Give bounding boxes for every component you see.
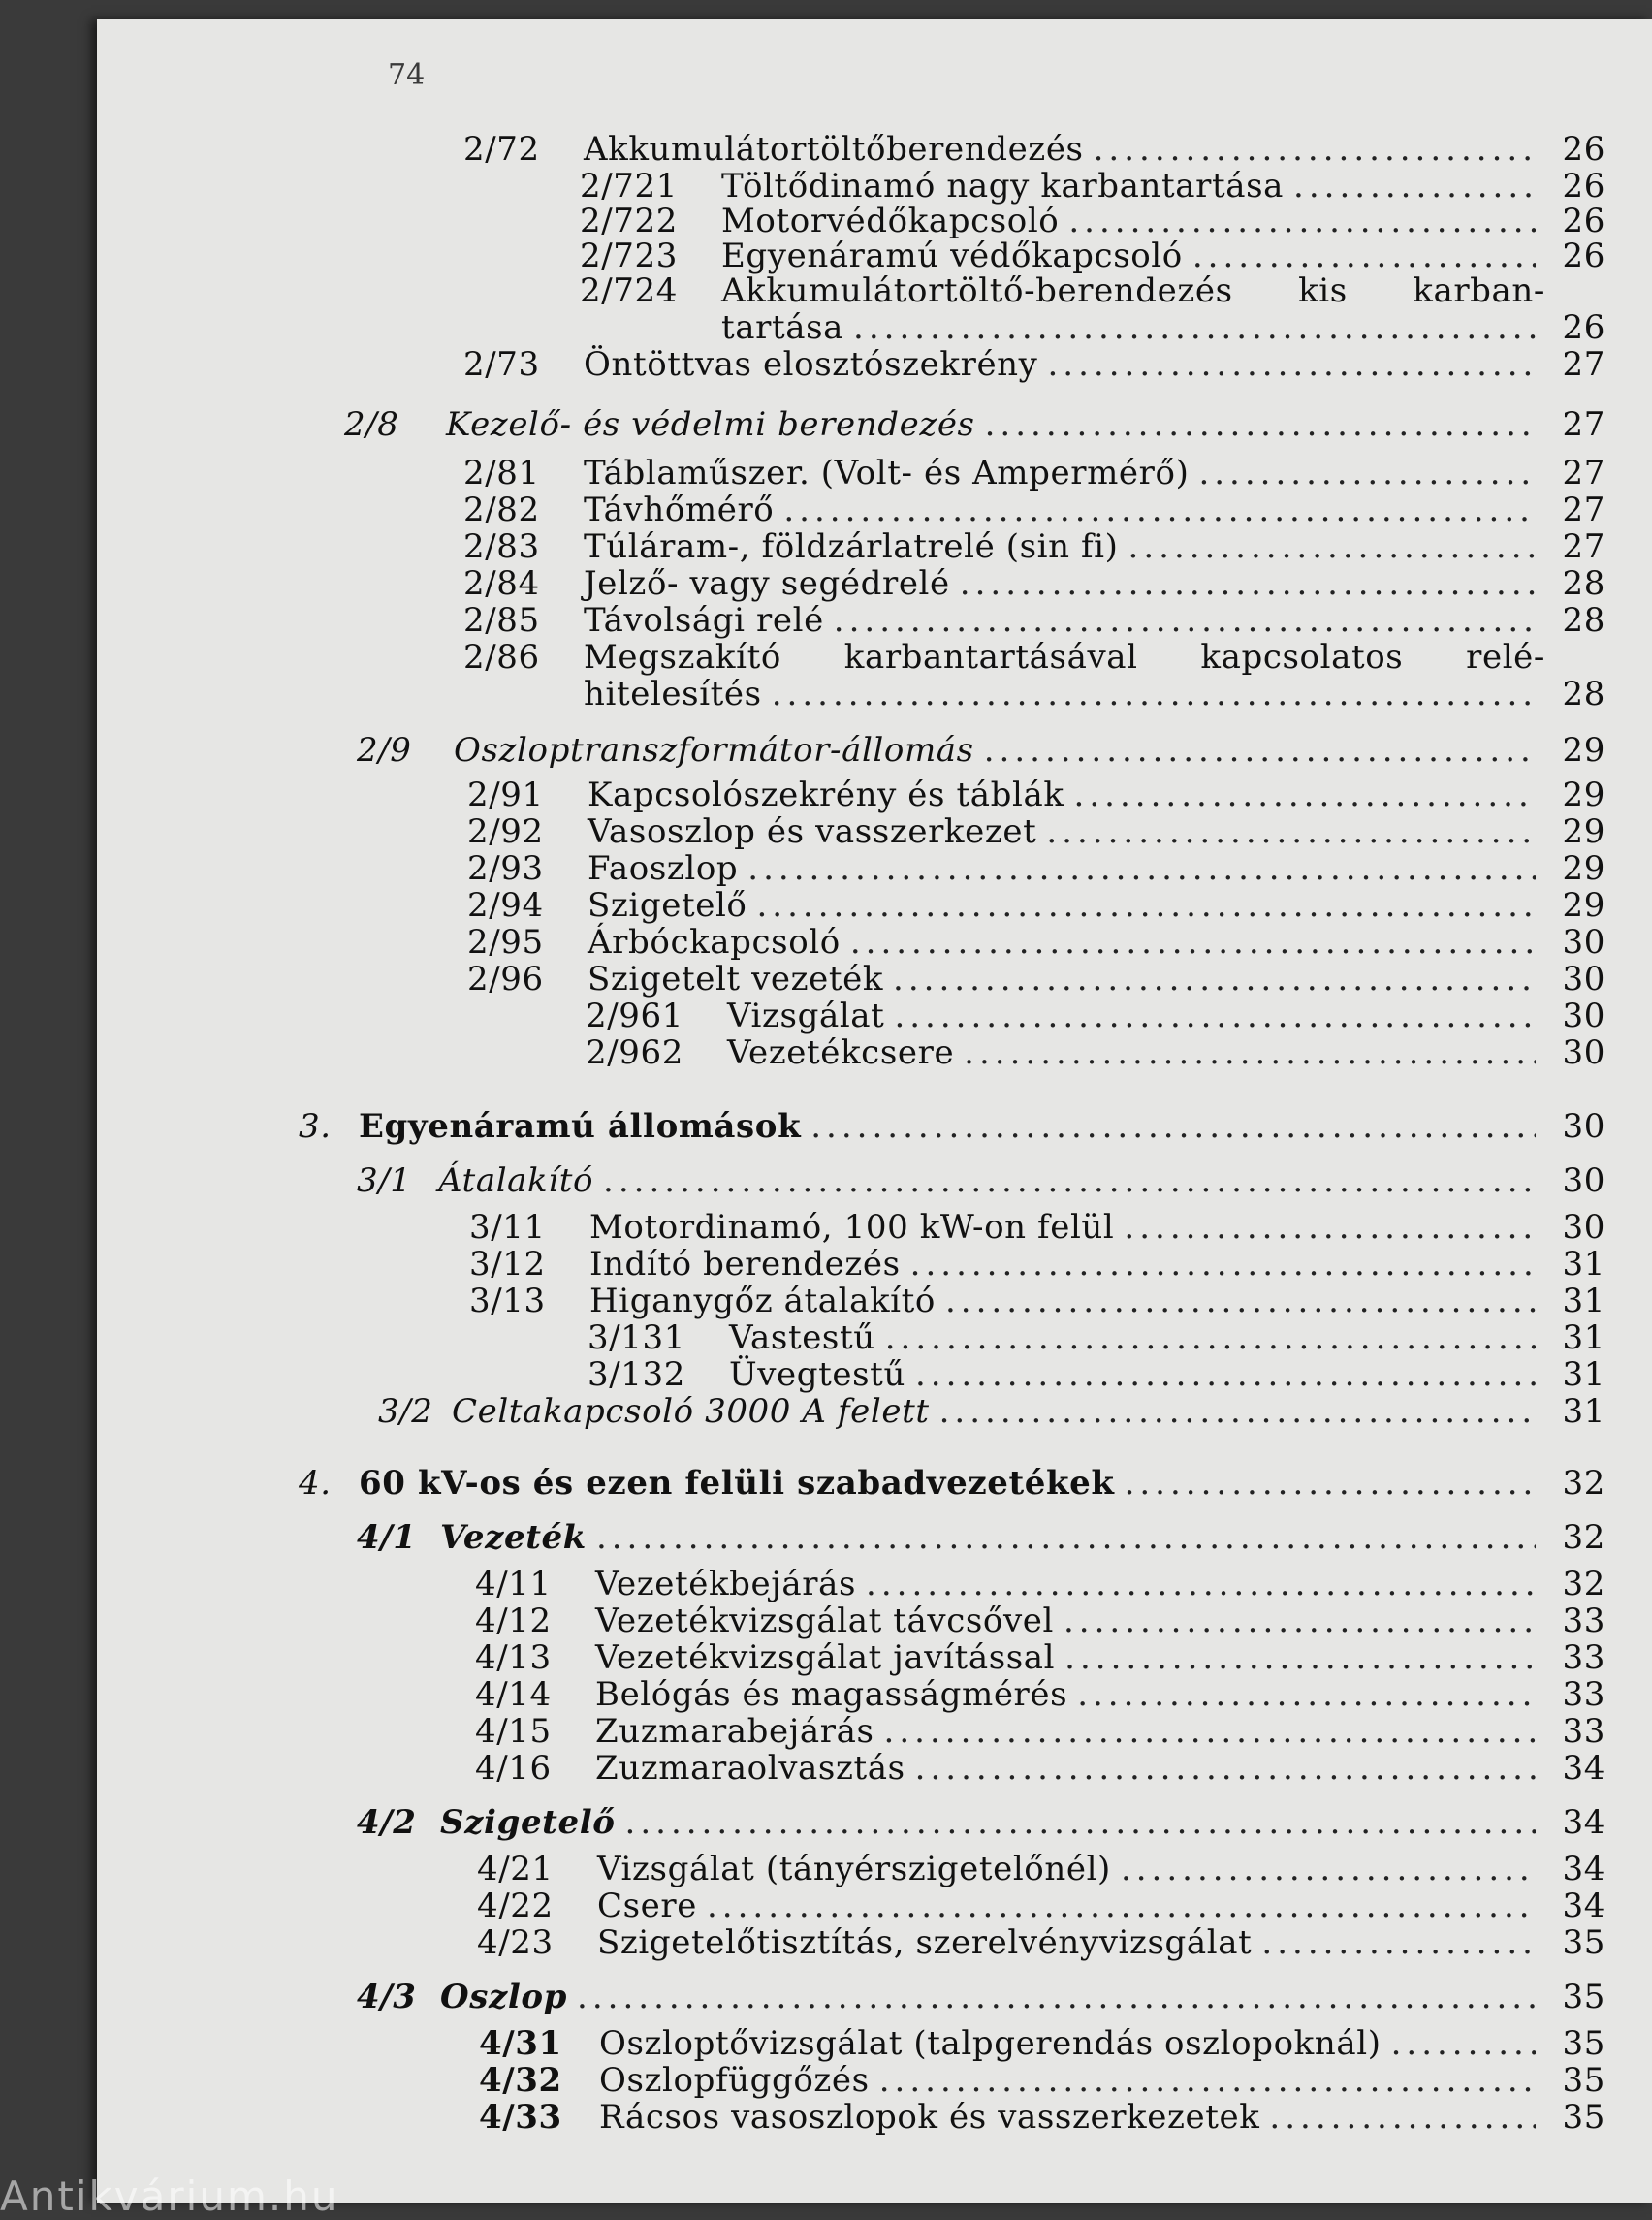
entry-page: 32 [1562, 1518, 1605, 1557]
entry-title: Oszloptranszformátor-állomás [454, 731, 974, 770]
entry-page: 27 [1562, 491, 1605, 529]
dot-leader [985, 405, 1536, 444]
entry-number: 4/13 [475, 1638, 552, 1677]
entry-page: 35 [1562, 2098, 1605, 2137]
toc-entry [475, 1563, 1605, 1603]
entry-number: 2/94 [467, 886, 544, 925]
entry-page: 30 [1562, 1161, 1605, 1200]
toc-entry [469, 1243, 1605, 1284]
entry-title: Vizsgálat [727, 997, 885, 1035]
dot-leader [1125, 1464, 1536, 1503]
toc-entry [475, 1600, 1605, 1640]
toc-entry [586, 1031, 1605, 1072]
entry-page: 32 [1562, 1565, 1605, 1603]
entry-number: 2/721 [580, 167, 678, 206]
book-page [97, 19, 1652, 2203]
dot-leader [772, 675, 1536, 714]
entry-number: 2/93 [467, 849, 544, 888]
entry-page: 34 [1562, 1850, 1605, 1888]
entry-title: Zuzmarabejárás [595, 1712, 874, 1751]
toc-entry [588, 1353, 1605, 1394]
entry-number: 2/8 [344, 405, 399, 444]
entry-number: 4. [299, 1464, 332, 1503]
toc-entry [463, 343, 1605, 384]
dot-leader [747, 849, 1536, 888]
dot-leader [1074, 776, 1536, 814]
entry-page: 26 [1562, 308, 1605, 347]
dot-leader [866, 1565, 1536, 1603]
entry-number: 4/16 [475, 1749, 552, 1788]
dot-leader [1064, 1602, 1536, 1640]
entry-page: 30 [1562, 1107, 1605, 1146]
entry-page: 27 [1562, 454, 1605, 492]
entry-page: 35 [1562, 1923, 1605, 1962]
entry-page: 33 [1562, 1712, 1605, 1751]
toc-section [378, 1390, 1605, 1431]
entry-number: 2/86 [463, 638, 540, 677]
dot-leader [1048, 345, 1537, 384]
entry-title: Szigetelő [440, 1803, 616, 1842]
toc-entry [586, 995, 1605, 1035]
entry-page: 34 [1562, 1803, 1605, 1842]
entry-title: Akkumulátortöltőberendezés [584, 130, 1084, 169]
entry-page: 30 [1562, 997, 1605, 1035]
entry-title: Vizsgálat (tányérszigetelőnél) [597, 1850, 1111, 1888]
dot-leader [915, 1355, 1536, 1394]
entry-number: 2/85 [463, 601, 540, 640]
entry-title: Átalakító [438, 1161, 594, 1200]
entry-page: 29 [1562, 849, 1605, 888]
toc-entry [469, 1206, 1605, 1247]
entry-number: 2/82 [463, 491, 540, 529]
entry-page: 31 [1562, 1245, 1605, 1284]
dot-leader [625, 1803, 1536, 1842]
entry-page: 30 [1562, 1033, 1605, 1072]
entry-title: Távolsági relé [584, 601, 824, 640]
entry-number: 4/21 [477, 1850, 554, 1888]
dot-leader [910, 1245, 1536, 1284]
entry-number: 3/13 [469, 1282, 546, 1320]
entry-title: tartása [721, 308, 844, 347]
entry-title: Akkumulátortöltő-berendezés kis karban- [721, 271, 1545, 310]
dot-leader [879, 2061, 1536, 2100]
entry-page: 31 [1562, 1355, 1605, 1394]
entry-title: Vezetékbejárás [595, 1565, 857, 1603]
entry-number: 2/72 [463, 130, 540, 169]
dot-leader [960, 564, 1536, 603]
entry-number: 2/724 [580, 271, 678, 310]
entry-title: Vezetékvizsgálat távcsővel [595, 1602, 1054, 1640]
entry-title: Motordinamó, 100 kW-on felül [589, 1208, 1115, 1247]
entry-number: 4/33 [479, 2098, 562, 2137]
toc-section [357, 1801, 1605, 1842]
entry-page: 28 [1562, 601, 1605, 640]
entry-title: Szigetelőtisztítás, szerelvényvizsgálat [597, 1923, 1253, 1962]
entry-page: 26 [1562, 130, 1605, 169]
toc-entry [469, 1280, 1605, 1320]
entry-title: Vezetékcsere [727, 1033, 955, 1072]
entry-title: Töltődinamó nagy karbantartása [721, 167, 1285, 206]
toc-entry [584, 673, 1605, 714]
entry-title: Jelző- vagy segédrelé [584, 564, 950, 603]
entry-number: 2/962 [586, 1033, 683, 1072]
entry-title: Kezelő- és védelmi berendezés [446, 405, 975, 444]
dot-leader [603, 1161, 1536, 1200]
entry-title: Vezetékvizsgálat javítással [595, 1638, 1056, 1677]
entry-page: 27 [1562, 405, 1605, 444]
dot-leader [1121, 1850, 1536, 1888]
dot-leader [915, 1749, 1536, 1788]
dot-leader [810, 1107, 1536, 1146]
dot-leader [596, 1518, 1536, 1557]
toc-section [357, 1159, 1605, 1200]
entry-number: 2/83 [463, 527, 540, 566]
entry-number: 2/722 [580, 202, 678, 240]
toc-entry [479, 2022, 1605, 2063]
entry-title: Üvegtestű [729, 1355, 905, 1394]
dot-leader [893, 960, 1536, 999]
dot-leader [1046, 812, 1536, 851]
entry-page: 28 [1562, 675, 1605, 714]
entry-page: 30 [1562, 960, 1605, 999]
entry-title: Csere [597, 1887, 697, 1925]
entry-page: 27 [1562, 527, 1605, 566]
entry-number: 4/15 [475, 1712, 552, 1751]
toc-entry [477, 1848, 1605, 1888]
entry-number: 2/84 [463, 564, 540, 603]
entry-title: Öntöttvas elosztószekrény [584, 345, 1038, 384]
entry-page: 30 [1562, 1208, 1605, 1247]
toc-entry [467, 810, 1605, 851]
entry-page: 28 [1562, 564, 1605, 603]
toc-entry [467, 921, 1605, 962]
toc-entry [467, 958, 1605, 999]
toc-entry [477, 1885, 1605, 1925]
entry-page: 26 [1562, 167, 1605, 206]
toc-chapter [299, 1462, 1605, 1503]
entry-title: Egyenáramú állomások [359, 1107, 802, 1146]
toc-entry [475, 1673, 1605, 1714]
entry-title: Rácsos vasoszlopok és vasszerkezetek [599, 2098, 1260, 2137]
dot-leader [1094, 130, 1536, 169]
entry-page: 33 [1562, 1638, 1605, 1677]
toc-entry [475, 1636, 1605, 1677]
page-number: 74 [388, 58, 426, 92]
entry-page: 29 [1562, 776, 1605, 814]
entry-number: 3/11 [469, 1208, 546, 1247]
entry-title: Belógás és magasságmérés [595, 1675, 1068, 1714]
toc-entry [475, 1710, 1605, 1751]
entry-number: 2/73 [463, 345, 540, 384]
entry-page: 26 [1562, 237, 1605, 275]
entry-number: 4/12 [475, 1602, 552, 1640]
entry-page: 29 [1562, 731, 1605, 770]
entry-number: 2/81 [463, 454, 540, 492]
toc-entry [463, 562, 1605, 603]
entry-number: 2/961 [586, 997, 683, 1035]
dot-leader [757, 886, 1537, 925]
entry-title: Higanygőz átalakító [589, 1282, 936, 1320]
entry-number: 3/1 [357, 1161, 412, 1200]
dot-leader [1077, 1675, 1536, 1714]
dot-leader [885, 1318, 1536, 1357]
entry-page: 31 [1562, 1282, 1605, 1320]
entry-page: 35 [1562, 1978, 1605, 2016]
entry-title: 60 kV-os és ezen felüli szabadvezetékek [359, 1464, 1115, 1503]
dot-leader [1269, 2098, 1536, 2137]
entry-number: 4/32 [479, 2061, 562, 2100]
entry-page: 33 [1562, 1602, 1605, 1640]
entry-number: 4/23 [477, 1923, 554, 1962]
entry-page: 33 [1562, 1675, 1605, 1714]
entry-number: 3/132 [588, 1355, 685, 1394]
entry-title: Egyenáramú védőkapcsoló [721, 237, 1183, 275]
entry-number: 3. [299, 1107, 332, 1146]
toc-entry [463, 636, 1605, 677]
entry-title: hitelesítés [584, 675, 762, 714]
toc-entry [463, 599, 1605, 640]
entry-page: 29 [1562, 812, 1605, 851]
toc-entry [588, 1316, 1605, 1357]
dot-leader [1261, 1923, 1536, 1962]
entry-number: 4/31 [479, 2024, 562, 2063]
toc-entry [477, 1921, 1605, 1962]
dot-leader [1198, 454, 1536, 492]
entry-number: 4/1 [357, 1518, 417, 1557]
entry-page: 26 [1562, 202, 1605, 240]
entry-title: Vastestű [729, 1318, 875, 1357]
toc-entry [463, 128, 1605, 169]
dot-leader [850, 923, 1536, 962]
entry-number: 2/92 [467, 812, 544, 851]
dot-leader [1064, 1638, 1536, 1677]
dot-leader [783, 491, 1536, 529]
entry-number: 4/11 [475, 1565, 552, 1603]
dot-leader [1128, 527, 1536, 566]
entry-number: 4/3 [357, 1978, 417, 2016]
entry-title: Túláram-, földzárlatrelé (sin fi) [584, 527, 1119, 566]
entry-title: Árbóckapcsoló [588, 923, 841, 962]
entry-title: Táblaműszer. (Volt- és Ampermérő) [584, 454, 1190, 492]
entry-number: 2/91 [467, 776, 544, 814]
entry-page: 27 [1562, 345, 1605, 384]
entry-page: 34 [1562, 1749, 1605, 1788]
toc-entry [467, 847, 1605, 888]
toc-section [357, 729, 1605, 770]
entry-number: 2/9 [357, 731, 412, 770]
toc-entry [580, 270, 1605, 310]
entry-title: Kapcsolószekrény és táblák [588, 776, 1064, 814]
entry-page: 31 [1562, 1318, 1605, 1357]
entry-title: Motorvédőkapcsoló [721, 202, 1060, 240]
dot-leader [894, 997, 1536, 1035]
dot-leader [939, 1392, 1536, 1431]
toc-entry [479, 2059, 1605, 2100]
entry-number: 3/12 [469, 1245, 546, 1284]
dot-leader [1124, 1208, 1536, 1247]
toc-entry [467, 774, 1605, 814]
toc-section [344, 403, 1605, 444]
entry-title: Celtakapcsoló 3000 A felett [452, 1392, 930, 1431]
entry-number: 4/22 [477, 1887, 554, 1925]
dot-leader [884, 1712, 1536, 1751]
entry-page: 32 [1562, 1464, 1605, 1503]
entry-number: 2/95 [467, 923, 544, 962]
dot-leader [834, 601, 1536, 640]
toc-section [357, 1516, 1605, 1557]
entry-title: Faoszlop [588, 849, 739, 888]
dot-leader [1391, 2024, 1536, 2063]
entry-page: 30 [1562, 923, 1605, 962]
entry-title: Oszlop [440, 1978, 568, 2016]
entry-title: Vezeték [440, 1518, 587, 1557]
entry-title: Szigetelő [588, 886, 747, 925]
toc-entry [721, 306, 1605, 347]
dot-leader [707, 1887, 1536, 1925]
dot-leader [964, 1033, 1536, 1072]
dot-leader [577, 1978, 1536, 2016]
entry-title: Szigetelt vezeték [588, 960, 884, 999]
toc-section [357, 1976, 1605, 2016]
entry-page: 34 [1562, 1887, 1605, 1925]
dot-leader [984, 731, 1536, 770]
entry-number: 3/2 [378, 1392, 433, 1431]
toc-entry [463, 452, 1605, 492]
entry-page: 35 [1562, 2024, 1605, 2063]
entry-number: 4/14 [475, 1675, 552, 1714]
entry-number: 2/96 [467, 960, 544, 999]
entry-title: Indító berendezés [589, 1245, 901, 1284]
entry-title: Zuzmaraolvasztás [595, 1749, 905, 1788]
entry-title: Oszlopfüggőzés [599, 2061, 870, 2100]
entry-page: 31 [1562, 1392, 1605, 1431]
entry-number: 2/723 [580, 237, 678, 275]
toc-chapter [299, 1105, 1605, 1146]
entry-number: 3/131 [588, 1318, 685, 1357]
dot-leader [945, 1282, 1536, 1320]
toc-entry [475, 1747, 1605, 1788]
dot-leader [853, 308, 1536, 347]
toc-entry [463, 525, 1605, 566]
entry-title: Megszakító karbantartásával kapcsolatos relé- [584, 638, 1545, 677]
entry-page: 29 [1562, 886, 1605, 925]
entry-number: 4/2 [357, 1803, 417, 1842]
entry-title: Távhőmérő [584, 491, 775, 529]
watermark: Antikvárium.hu [0, 2172, 339, 2220]
entry-page: 35 [1562, 2061, 1605, 2100]
toc-entry [463, 489, 1605, 529]
entry-title: Vasoszlop és vasszerkezet [588, 812, 1037, 851]
toc-entry [467, 884, 1605, 925]
entry-title: Oszloptővizsgálat (talpgerendás oszlopoknál) [599, 2024, 1382, 2063]
toc-entry [479, 2096, 1605, 2137]
